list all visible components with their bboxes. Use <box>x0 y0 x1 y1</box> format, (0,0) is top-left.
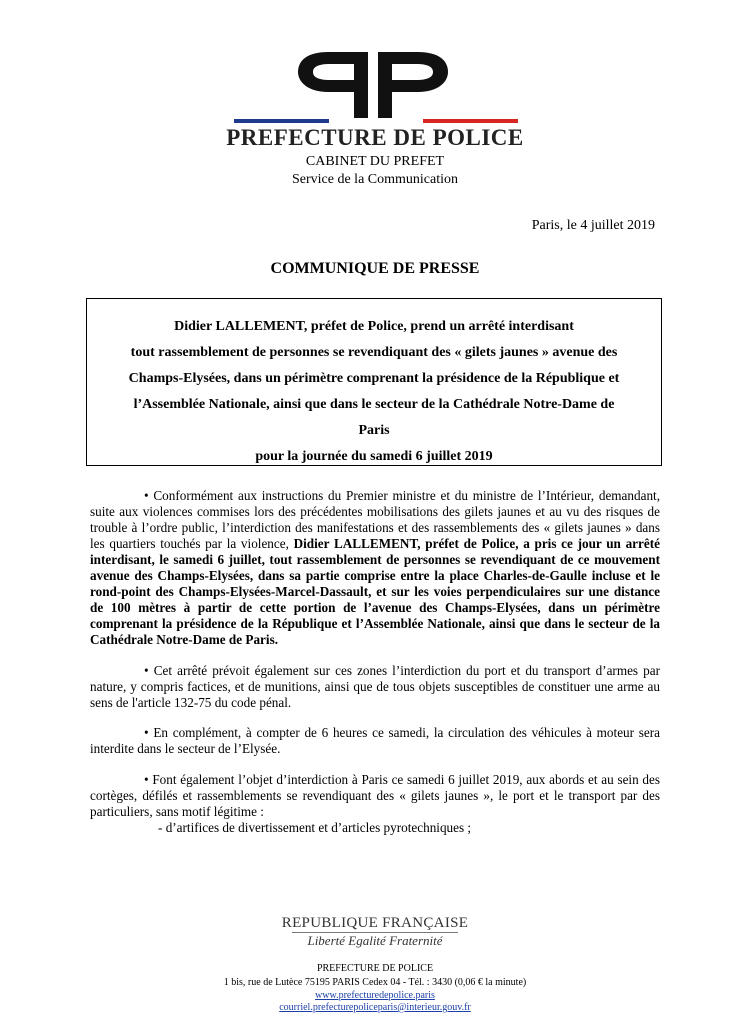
footer-address: 1 bis, rue de Lutèce 75195 PARIS Cedex 04 - Tél. : 3430 (0,06 € la minute) <box>223 977 527 988</box>
paragraph-1 <box>90 488 660 648</box>
footer-website-link[interactable]: www.prefecturedepolice.paris <box>315 990 435 1001</box>
cabinet-label: CABINET DU PREFET <box>305 154 445 169</box>
service-label: Service de la Communication <box>291 172 458 187</box>
summary-line: Didier LALLEMENT, préfet de Police, prend un arrêté interdisant <box>174 319 574 334</box>
org-name: PREFECTURE DE POLICE <box>226 125 524 150</box>
logo-right-p-shape <box>378 52 448 118</box>
paragraph-3: • En complément, à compter de 6 heures ce samedi, la circulation des véhicules à moteur sera interdite dans le secteur de l’Elysée. <box>90 725 660 756</box>
list-item: - d’artifices de divertissement et d’articles pyrotechniques ; <box>158 819 472 835</box>
footer-motto: Liberté Egalité Fraternité <box>307 933 443 948</box>
document-title: COMMUNIQUE DE PRESSE <box>270 260 480 277</box>
tricolor-rule <box>234 119 518 123</box>
summary-line: Champs-Elysées, dans un périmètre comprenant la présidence de la République et <box>128 371 620 386</box>
paragraph-4: • Font également l’objet d’interdiction à Paris ce samedi 6 juillet 2019, aux abords et au sein des cortèges, défilés et rassemblements se revendiquant des « gilets jaunes », le port et le transport par des particuliers, sans motif légitime : <box>90 771 660 819</box>
paragraph-1-bold: Didier LALLEMENT, préfet de Police, a pris ce jour un arrêté interdisant, le samedi 6 juillet, tout rassemblement de personnes se revendiquant de ce mouvement avenue des Champs-Elysées, dans sa partie comprise entre la place Charles-de-Gaulle incluse et le rond-point des Champs-Elysées-Marcel-Dassault, et sur les voies perpendiculaires sur une distance de 100 mètres à partir de cette portion de l’avenue des Champs-Elysées, dans un périmètre comprenant la présidence de la République et l’Assemblée Nationale, ainsi que dans le secteur de la Cathédrale Notre-Dame de Paris. <box>90 536 660 647</box>
summary-line: pour la journée du samedi 6 juillet 2019 <box>255 449 493 464</box>
paragraph-1-intro: • Conformément aux instructions du Premier ministre et du ministre de l’Intérieur, demandant, suite aux violences commises lors des précédentes mobilisations des gilets jaunes et au vu des risques de trouble à l’ordre public, l’interdiction des manifestations et des rassemblements des « gilets jaunes » dans les quartiers touchés par la violence, <box>90 488 660 551</box>
logo-left-p-shape <box>298 52 368 118</box>
footer-org: PREFECTURE DE POLICE <box>316 963 434 974</box>
release-date: Paris, le 4 juillet 2019 <box>531 218 655 233</box>
prefecture-police-logo <box>298 52 448 118</box>
footer-email-link[interactable]: courriel.prefecturepoliceparis@interieur.gouv.fr <box>279 1002 471 1013</box>
footer-republic: REPUBLIQUE FRANÇAISE <box>281 915 469 931</box>
body-text <box>90 488 660 836</box>
summary-line: l’Assemblée Nationale, ainsi que dans le secteur de la Cathédrale Notre-Dame de Paris <box>133 397 615 438</box>
summary-line: tout rassemblement de personnes se revendiquant des « gilets jaunes » avenue des <box>130 345 618 360</box>
paragraph-2: • Cet arrêté prévoit également sur ces zones l’interdiction du port et du transport d’armes par nature, y compris factices, et de munitions, ainsi que de tous objets susceptibles de constituer une arme au sens de l'article 132-75 du code pénal. <box>90 662 660 710</box>
summary-box <box>86 298 662 466</box>
